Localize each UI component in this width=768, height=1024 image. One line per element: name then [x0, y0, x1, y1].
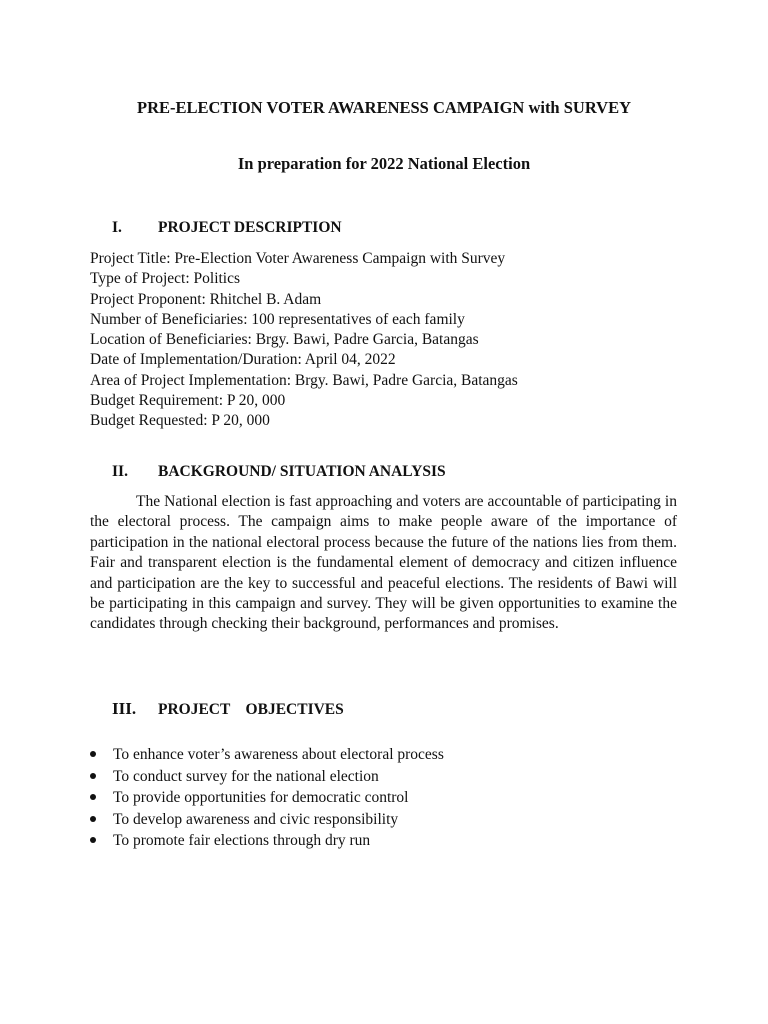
objective-text: To enhance voter’s awareness about electoral process [113, 746, 444, 763]
bullet-icon [90, 794, 96, 800]
info-line-project-proponent: Project Proponent: Rhitchel B. Adam [90, 290, 322, 308]
info-line-date-of-implementation: Date of Implementation/Duration: April 04, 2022 [90, 351, 396, 369]
section-number: II. [112, 463, 128, 480]
section-title: BACKGROUND/ SITUATION ANALYSIS [158, 463, 446, 480]
info-line-area-of-implementation: Area of Project Implementation: Brgy. Bawi, Padre Garcia, Batangas [90, 371, 518, 389]
info-line-budget-requirement: Budget Requirement: P 20, 000 [90, 392, 286, 410]
objective-text: To develop awareness and civic responsibility [113, 810, 399, 828]
bullet-icon [90, 837, 96, 843]
info-line-type-of-project: Type of Project: Politics [90, 270, 241, 288]
section-number: III. [112, 699, 137, 718]
list-item [90, 744, 444, 766]
document-subtitle: In preparation for 2022 National Election [237, 154, 531, 173]
info-line-budget-requested: Budget Requested: P 20, 000 [90, 412, 270, 430]
list-item [90, 809, 444, 831]
section-title: PROJECT DESCRIPTION [158, 219, 342, 236]
document-title: PRE-ELECTION VOTER AWARENESS CAMPAIGN with SURVEY [136, 98, 632, 117]
list-item [90, 830, 444, 852]
project-info-list [90, 249, 518, 432]
info-line-location-of-beneficiaries: Location of Beneficiaries: Brgy. Bawi, Padre Garcia, Batangas [90, 331, 479, 349]
info-line-number-of-beneficiaries: Number of Beneficiaries: 100 representatives of each family [90, 310, 465, 328]
list-item [90, 766, 444, 788]
objective-text: To provide opportunities for democratic control [113, 789, 409, 806]
list-item [90, 787, 444, 809]
objective-text: To promote fair elections through dry run [113, 832, 371, 849]
section-number: I. [112, 219, 122, 236]
bullet-icon [90, 773, 96, 779]
bullet-icon [90, 816, 96, 822]
section-heading-objectives [112, 699, 344, 720]
bullet-icon [90, 751, 96, 757]
section-heading-project-description [112, 218, 342, 238]
section-heading-background [112, 462, 446, 482]
objective-text: To conduct survey for the national election [113, 767, 379, 785]
info-line-project-title: Project Title: Pre-Election Voter Awareness Campaign with Survey [90, 250, 506, 267]
background-paragraph: The National election is fast approaching and voters are accountable of participating in the electoral process. The campaign aims to make people aware of the importance of participation in the national electoral process because the future of the nations lies from them. Fair and transparent election is the fundamental element of democracy and citizen influence and participation are the key to successful and peaceful elections. The residents of Bawi will be participating in this campaign and survey. They will be given opportunities to examine the candidates through checking their background, performances and promises. [90, 493, 677, 633]
objectives-list [90, 744, 444, 852]
section-title: PROJECT OBJECTIVES [158, 701, 344, 718]
